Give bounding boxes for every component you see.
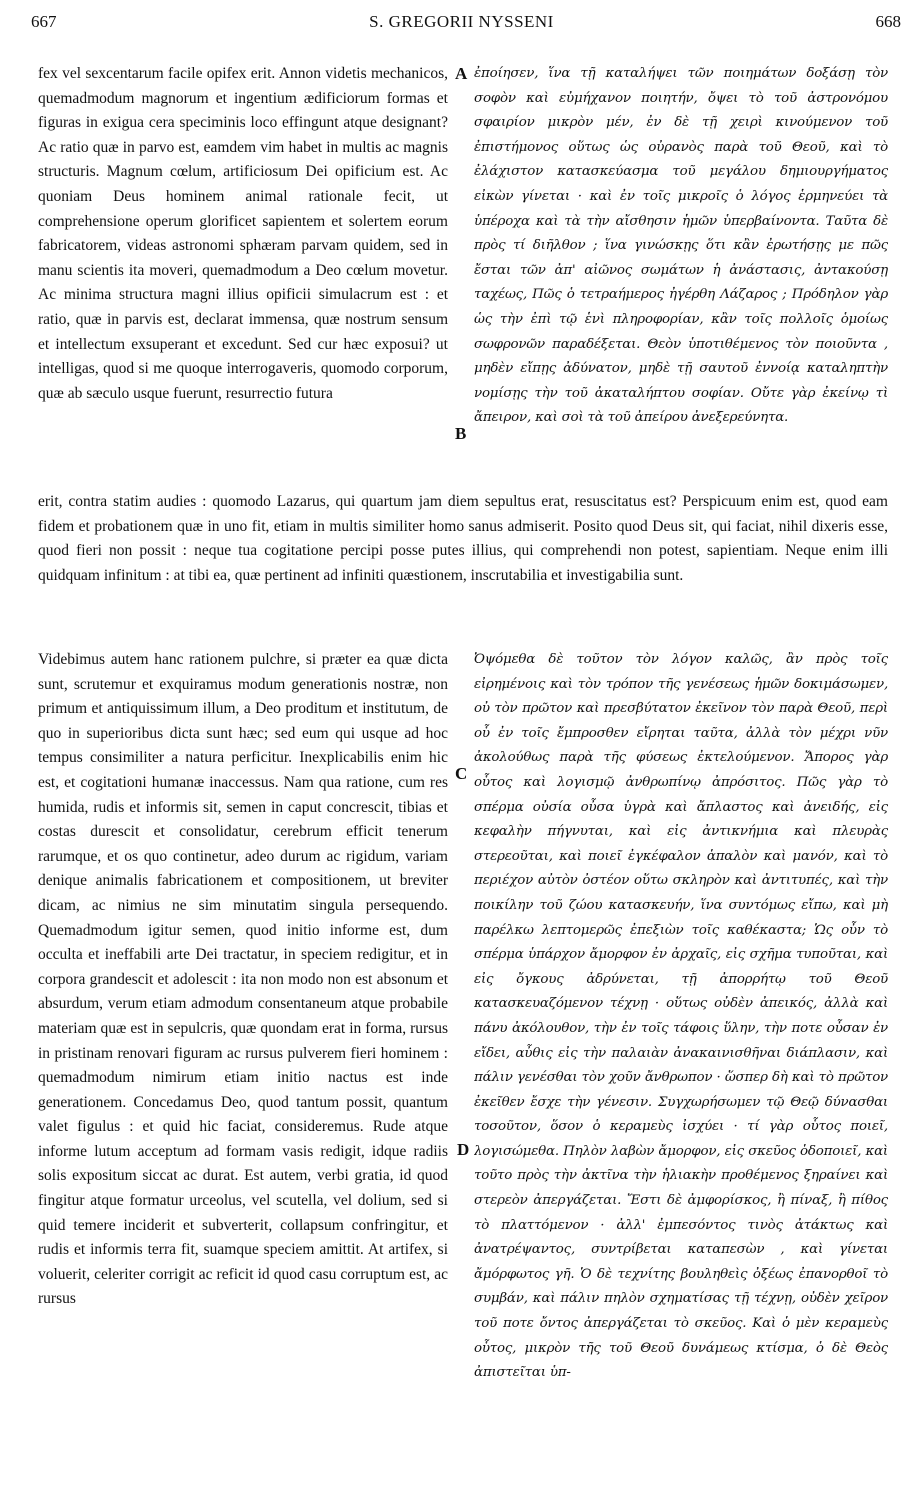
full-width-paragraph: erit, contra statim audies : quomodo Lazarus, qui quartum jam diem sepultus erat, resuscitatus est? Perspicuum enim est, quod eam fidem et probationem quæ in uno fit, etiam in multis similiter homo sanus admiserit. Posito quod Deus sit, qui faciat, nihil dixeris esse, quod fieri non possit : neque tua cogitatione percipi posse putes illius, qui comprehendi non potest, sapientiam. Neque enim illi quidquam infinitum : at tibi ea, quæ pertinent ad infiniti quæstionem, inscrutabilia et investigabilia sunt.	[38, 493, 888, 585]
page-header	[0, 6, 923, 34]
running-title: S. GREGORII NYSSENI	[369, 12, 554, 31]
margin-marker-a: A	[455, 64, 468, 83]
margin-marker-b: B	[455, 424, 467, 443]
page-number-right: 668	[875, 12, 901, 31]
margin-marker-c: C	[455, 764, 468, 783]
greek-column-top: ἐποίησεν, ἵνα τῇ καταλήψει τῶν ποιημάτων δοξάσῃ τὸν σοφὸν καὶ εὐμήχανον ποιητήν, ὄψει τὸ τοῦ ἀστρονόμου σφαιρίον μικρὸν μέν, ἐν δὲ τῇ χειρὶ κινούμενον τοῦ ἐπιστήμονος οὕτως ὡς οὐρανὸς παρὰ τοῦ Θεοῦ, καὶ τὸ ἐλάχιστον κατασκεύασμα τοῦ μεγάλου δημιουργήματος εἰκὼν γίνεται · καὶ ἐν τοῖς μικροῖς ὁ λόγος ἑρμηνεύει τὰ ὑπέροχα καὶ τὰ τὴν αἴσθησιν ἡμῶν ὑπερβαίνοντα. Ταῦτα δὲ πρὸς τί διῆλθον ; ἵνα γινώσκῃς ὅτι κἂν ἐρωτήσῃς με πῶς ἔσται τῶν ἀπ' αἰῶνος σωμάτων ἡ ἀνάστασις, ἀντακούσῃ ταχέως, Πῶς ὁ τετραήμερος ἠγέρθη Λάζαρος ; Πρόδηλον γὰρ ὡς τὴν ἐπὶ τῷ ἑνὶ πληροφορίαν, κἂν τοῖς πολλοῖς ὁμοίως σωφρονῶν παραδέξεται. Θεὸν ὑποτιθέμενος τὸν ποιοῦντα , μηδὲν εἴπῃς ἀδύνατον, μηδὲ τῇ σαυτοῦ ἐννοίᾳ καταληπτὴν νομίσῃς τὴν τοῦ ἀκαταλήπτου σοφίαν. Οὔτε γὰρ ἐκείνῳ τὶ ἄπειρον, καὶ σοὶ τὰ τοῦ ἀπείρου ἀνεξερεύνητα.	[474, 66, 888, 426]
page-number-left: 667	[31, 12, 57, 31]
greek-column-bottom: Ὀψόμεθα δὲ τοῦτον τὸν λόγον καλῶς, ἂν πρὸς τοῖς εἰρημένοις καὶ τὸν τρόπον τῆς γενέσεως ἡμῶν δοκιμάσωμεν, οὐ τὸν πρῶτον καὶ πρεσβύτατον ἐκεῖνον τὸν παρὰ Θεοῦ, περὶ οὗ ἐν τοῖς ἔμπροσθεν εἴρηται ταῦτα, ἀλλὰ τὸν μέχρι νῦν ἀκολούθως παρὰ τῆς φύσεως ἐκτελούμενον. Ἄπορος γὰρ οὗτος καὶ λογισμῷ ἀνθρωπίνῳ ἀπρόσιτος. Πῶς γὰρ τὸ σπέρμα οὐσία οὖσα ὑγρὰ καὶ ἄπλαστος καὶ ἀνειδής, εἰς κεφαλὴν πήγνυται, καὶ εἰς ἀντικνήμια καὶ πλευρὰς στερεοῦται, καὶ ποιεῖ ἐγκέφαλον ἁπαλὸν καὶ μανόν, καὶ τὸ περιέχον αὐτὸν ὀστέον οὕτω σκληρὸν καὶ ἀντιτυπές, καὶ τὴν ποικίλην τοῦ ζώου κατασκευήν, ἵνα συντόμως εἴπω, καὶ μὴ παρέλκω λεπτομερῶς ἐπεξιὼν τοῖς καθέκαστα; Ὡς οὖν τὸ σπέρμα ὑπάρχον ἄμορφον ἐν ἀρχαῖς, εἰς σχῆμα τυποῦται, καὶ εἰς ὄγκους ἀδρύνεται, τῇ ἀπορρήτῳ τοῦ Θεοῦ κατασκευαζόμενον τέχνῃ · οὕτως οὐδὲν ἀπεικός, ἀλλὰ καὶ πάνυ ἀκόλουθον, τὴν ἐν τοῖς τάφοις ὕλην, τὴν ποτε οὖσαν ἐν εἴδει, αὖθις εἰς τὴν παλαιὰν ἀνακαινισθῆναι διάπλασιν, καὶ πάλιν γενέσθαι τὸν χοῦν ἄνθρωπον · ὥσπερ δὴ καὶ τὸ πρῶτον ἐκεῖθεν ἔσχε τὴν γένεσιν. Συγχωρήσωμεν τῷ Θεῷ δύνασθαι τοσοῦτον, ὅσον ὁ κεραμεὺς ἰσχύει · τί γὰρ οὗτος ποιεῖ, λογισώμεθα. Πηλὸν λαβὼν ἄμορφον, εἰς σκεῦος ὁδοποιεῖ, καὶ τοῦτο πρὸς τὴν ἀκτῖνα τὴν ἡλιακὴν προθέμενος ξηραίνει καὶ στερεὸν ἀπεργάζεται. Ἔστι δὲ ἀμφορίσκος, ἢ πίναξ, ἢ πίθος τὸ πλαττόμενον · ἀλλ' ἐμπεσόντος τινὸς ἀτάκτως καὶ ἀνατρέψαντος, συντρίβεται καταπεσὼν , καὶ γίνεται ἄμόρφωτος γῆ. Ὁ δὲ τεχνίτης βουληθεὶς ὀξέως ἐπανορθοῖ τὸ συμβάν, καὶ πάλιν πηλὸν σχηματίσας τῇ τέχνῃ, οὐδὲν χεῖρον τοῦ ποτε ὄντος ἀπεργάζεται τὸ σκεῦος. Καὶ ὁ μὲν κεραμεὺς οὗτος, μικρὸν τῆς τοῦ Θεοῦ δυνάμεως κτίσμα, ὁ δὲ Θεὸς ἀπιστεῖται ὑπ-	[474, 652, 888, 1381]
latin-column-top: fex vel sexcentarum facile opifex erit. Annon videtis mechanicos, quemadmodum magnorum et ingentium ædificiorum formas et figuras in exigua cera speciminis loco effingunt atque designant? Ac ratio quæ in parvo est, eamdem vim habet in multis ac magnis structuris. Magnum cœlum, artificiosum Dei opificium est. Ac quoniam Deus hominem animal rationale fecit, ut comprehensione operum glorificet sapientem et solertem eorum fabricatorem, videas astronomi sphæram parvam quidem, sed in manu scientis ita moveri, quemadmodum a Deo cœlum movetur. Ac minima structura magni illius opificii simulacrum est : et ratio, quæ in parvis est, declarat immensa, quæ nostrum sensum et intellectum exsuperant et excedunt. Sed cur hæc exposui? ut intelligas, quod si me quoque interrogaveris, quomodo corporum, quæ ab sæculo usque fuerunt, resurrectio futura	[38, 65, 448, 402]
latin-column-bottom: Videbimus autem hanc rationem pulchre, si præter ea quæ dicta sunt, scrutemur et exquiramus modum generationis nostræ, non primum et antiquissimum illum, a Deo proditum et institutum, de quo in superioribus dicta sunt hæc; sed eum qui usque ad hoc tempus consimiliter a natura perficitur. Inexplicabilis enim hic est, et cogitationi humanæ inaccessus. Nam qua ratione, cum res humida, rudis et informis sit, semen in caput concrescit, tibias et costas durescit et consolidatur, cerebrum efficit tenerum rarumque, et os quo continetur, adeo durum ac rigidum, variam denique animalis fabricationem et compositionem, ut breviter dicam, ac nimius ne sim minutatim singula persequendo. Quemadmodum igitur semen, quod initio informe est, dum occulta et ineffabili arte Dei tractatur, in speciem redigitur, et in corpora grandescit et adolescit : ita non modo non est absonum et absurdum, verum etiam admodum consentaneum atque probabile materiam quæ est in sepulcris, quæ quondam erat in forma, rursus in pristinam renovari figuram ac rursus pulverem fieri hominem : quemadmodum nimirum etiam initio nactus est inde generationem. Concedamus Deo, quod tantum possit, quantum valet figulus : et quid hic faciat, consideremus. Rude atque informe lutum acceptum ad formam vasis redigit, idque radiis solis expositum siccat ac durat. Est autem, verbi gratia, id quod fingitur atque formatur urceolus, vel scutella, vel dolium, sed si quid temere inciderit et subverterit, collapsum confringitur, et rudis et informis terra fit, suamque speciem amittit. At artifex, si voluerit, celeriter corrigit ac reficit id quod casu corruptum est, ac rursus	[38, 651, 448, 1308]
margin-marker-d: D	[457, 1140, 470, 1159]
